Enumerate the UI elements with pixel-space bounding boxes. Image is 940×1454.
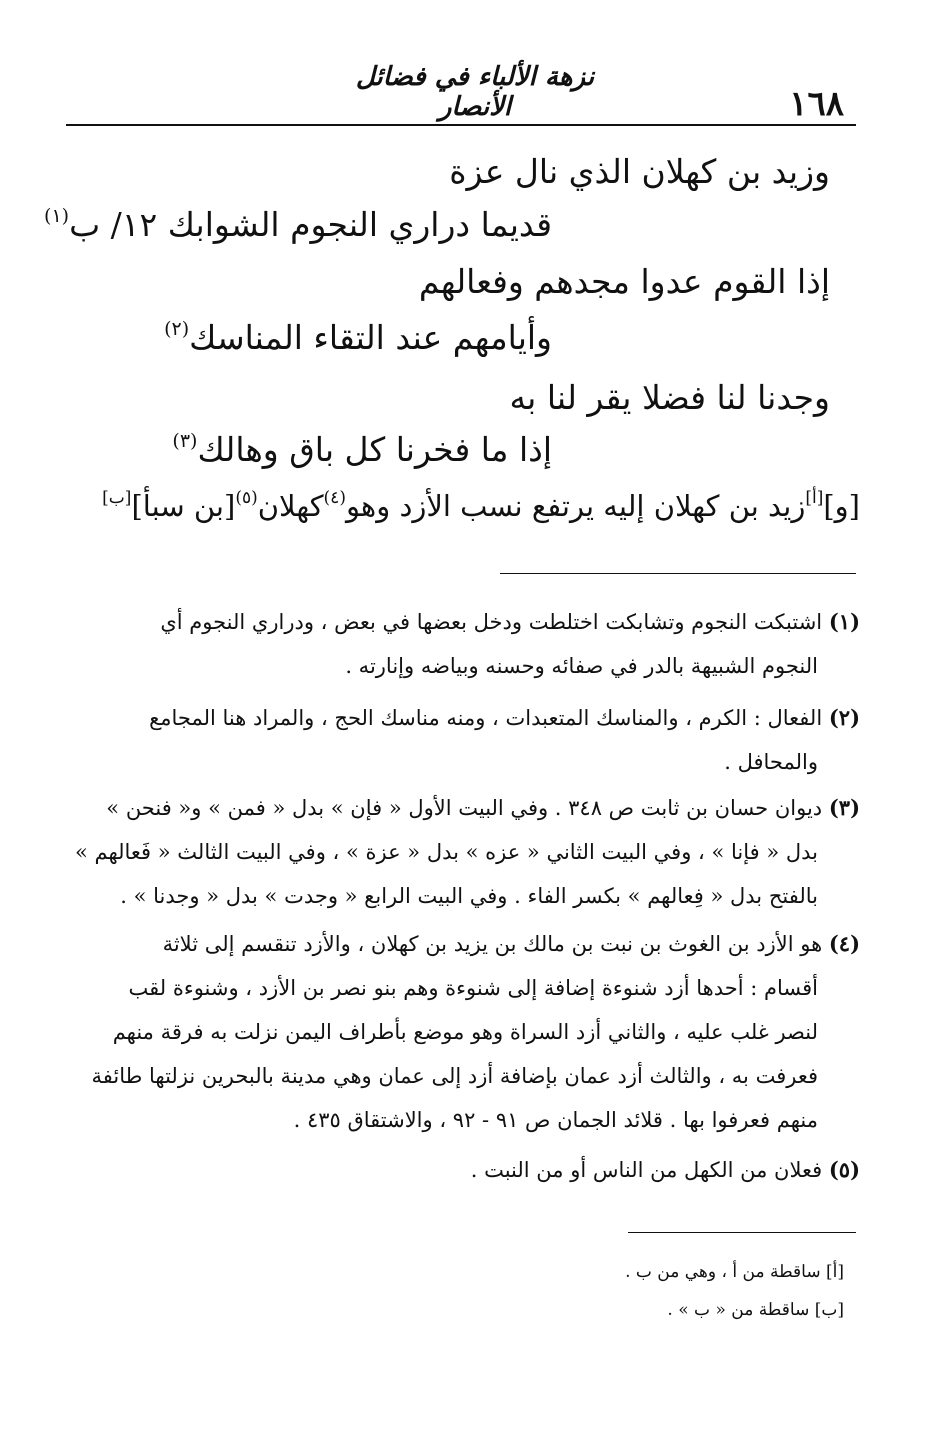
footnote-text: هو الأزد بن الغوث بن نبت بن مالك بن يزيد بن كهلان ، والأزد تنقسم إلى ثلاثة (162, 932, 823, 956)
header-rule (66, 124, 856, 126)
footnote-number: (٢) (828, 705, 860, 730)
apparatus-marker: [ب] (102, 488, 132, 508)
apparatus-text: ساقطة من « ب » . (667, 1300, 810, 1320)
prose-text: كهلان (257, 489, 324, 523)
verse-text: قديما دراري النجوم الشوابك ١٢/ ب (69, 205, 552, 244)
footnote (60, 922, 860, 1142)
footnote-line (60, 922, 860, 966)
footnote-text: اشتبكت النجوم وتشابكت اختلطت ودخل بعضها في بعض ، ودراري النجوم أي (160, 610, 823, 634)
prose-text: زيد بن كهلان إليه يرتفع نسب الأزد وهو (345, 489, 806, 523)
footnote-line: منهم فعرفوا بها . قلائد الجمان ص ٩١ - ٩٢ ، والاشتقاق ٤٣٥ . (293, 1108, 818, 1132)
poem-verse (164, 318, 552, 357)
footnote-separator (500, 573, 856, 574)
footnote-line: بدل « فإنا » ، وفي البيت الثاني « عزه » بدل « عزة » ، وفي البيت الثالث « فَعالهم » (74, 840, 818, 864)
prose-line (102, 488, 860, 523)
verse-text: وزيد بن كهلان الذي نال عزة (449, 152, 830, 191)
footnote-text: فعلان من الكهل من الناس أو من النبت . (470, 1158, 823, 1182)
running-title: نزهة الألباء في فضائل الأنصار (355, 62, 595, 122)
footnote-number: (٤) (828, 931, 860, 956)
poem-verse (419, 262, 830, 301)
apparatus-text: ساقطة من أ ، وهي من ب . (625, 1262, 821, 1282)
verse-text: وجدنا لنا فضلا يقر لنا به (509, 378, 830, 417)
footnote-text: الفعال : الكرم ، والمناسك المتعبدات ، ومنه مناسك الحج ، والمراد هنا المجامع (149, 706, 823, 730)
footnote-marker: (٥) (235, 488, 258, 508)
prose-bracket: [و] (823, 489, 860, 523)
footnote (60, 600, 860, 688)
apparatus-mark: [أ] (826, 1262, 844, 1282)
footnote-line (60, 600, 860, 644)
footnote-line: بالفتح بدل « فِعالهم » بكسر الفاء . وفي البيت الرابع « وجدت » بدل « وجدنا » . (120, 884, 818, 908)
footnote-marker: (٤) (323, 488, 346, 508)
footnote-line (60, 696, 860, 740)
footnote-marker: (٣) (172, 430, 198, 452)
footnote-number: (٥) (828, 1157, 860, 1182)
verse-text: وأيامهم عند التقاء المناسك (189, 318, 552, 357)
footnote-line: والمحافل . (724, 750, 818, 774)
footnote-marker: (٢) (164, 318, 190, 340)
footnote-line: لنصر غلب عليه ، والثاني أزد السراة وهو موضع بأطراف اليمن نزلت به فرقة منهم (112, 1020, 818, 1044)
poem-verse (172, 430, 552, 469)
verse-text: إذا القوم عدوا مجدهم وفعالهم (418, 262, 830, 301)
footnote (60, 696, 860, 784)
footnote (60, 786, 860, 918)
prose-bracket: [بن سبأ] (131, 489, 236, 523)
footnote-line: النجوم الشبيهة بالدر في صفائه وحسنه وبياضه وإنارته . (345, 654, 818, 678)
apparatus-note (667, 1300, 844, 1320)
footnote (60, 1148, 860, 1192)
apparatus-note (625, 1262, 844, 1282)
poem-verse (44, 205, 552, 244)
footnote-number: (١) (828, 609, 860, 634)
apparatus-marker: [أ] (805, 488, 824, 508)
footnote-line (60, 786, 860, 830)
footnote-marker: (١) (44, 205, 70, 227)
page-number: ١٦٨ (789, 84, 844, 124)
footnote-line (60, 1148, 860, 1192)
apparatus-separator (628, 1232, 856, 1233)
poem-verse (509, 378, 830, 417)
footnote-line: أقسام : أحدها أزد شنوءة إضافة إلى شنوءة وهم بنو نصر بن الأزد ، وشنوءة لقب (128, 976, 818, 1000)
verse-text: إذا ما فخرنا كل باق وهالك (197, 430, 552, 469)
footnote-line: فعرفت به ، والثالث أزد عمان بإضافة أزد إلى عمان وهي مدينة بالبحرين نزلتها طائفة (91, 1064, 818, 1088)
apparatus-mark: [ب] (814, 1300, 844, 1320)
poem-verse (449, 152, 830, 191)
footnote-text: ديوان حسان بن ثابت ص ٣٤٨ . وفي البيت الأول « فإن » بدل « فمن » و« فنحن » (106, 796, 823, 820)
footnote-number: (٣) (828, 795, 860, 820)
